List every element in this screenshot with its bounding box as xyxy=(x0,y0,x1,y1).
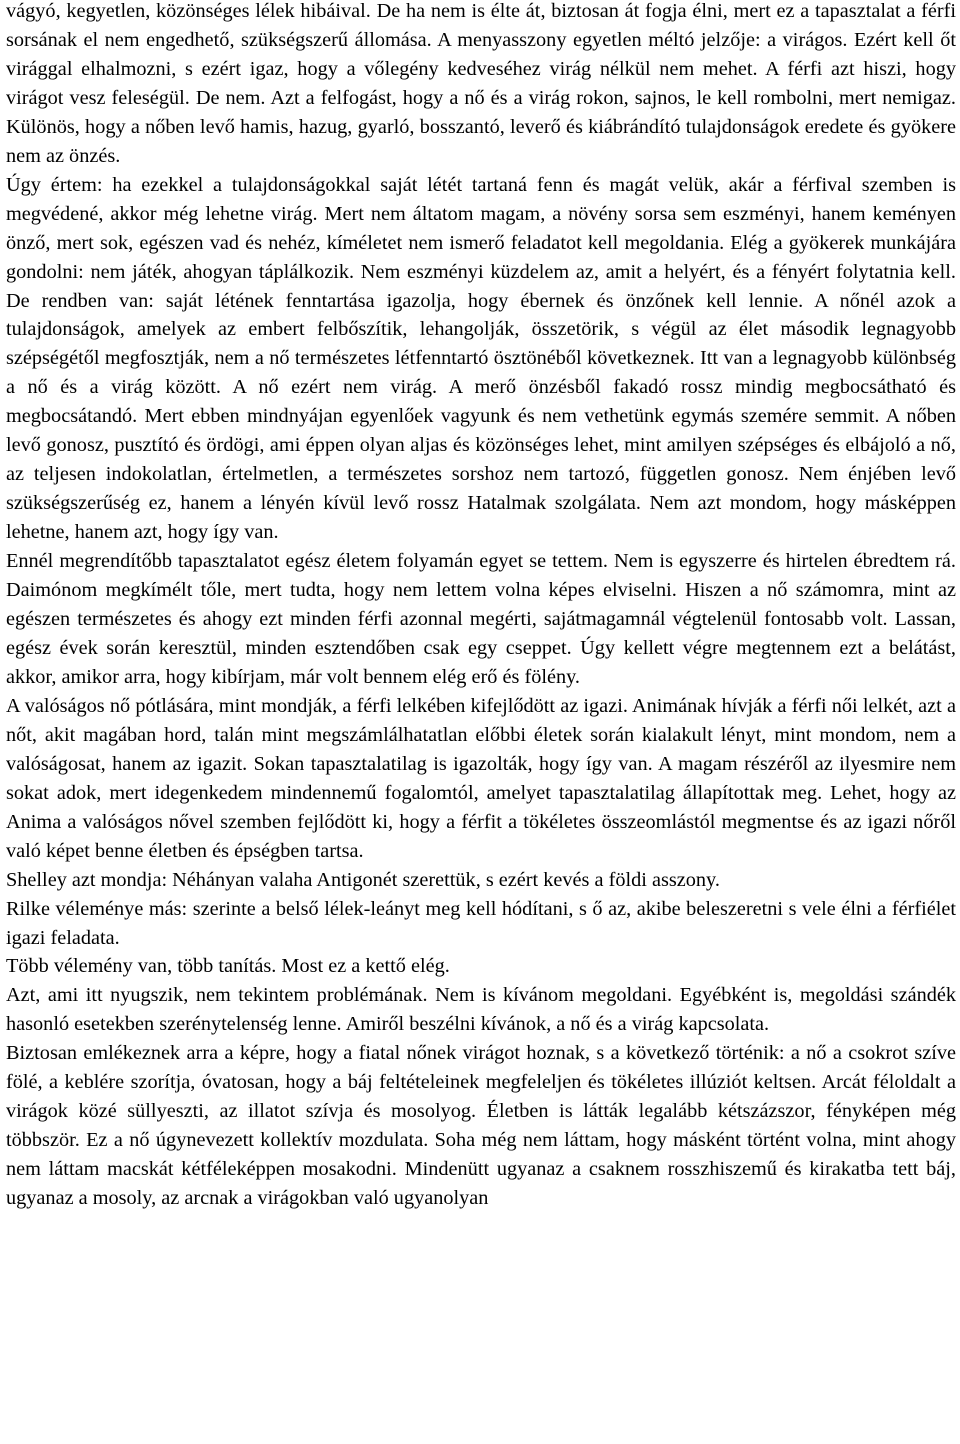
document-page xyxy=(6,0,956,1213)
paragraph-8: Azt, ami itt nyugszik, nem tekintem problémának. Nem is kívánom megoldani. Egyébként is, megoldási szándék hasonló esetekben szerénytelenség lenne. Amiről beszélni kívánok, a nő és a virág kapcsolata. xyxy=(6,984,956,1036)
paragraph-7: Több vélemény van, több tanítás. Most ez a kettő elég. xyxy=(6,955,450,978)
paragraph-1: vágyó, kegyetlen, közönséges lélek hibáival. De ha nem is élte át, biztosan át fogja élni, mert ez a tapasztalat a férfi sorsának el nem engedhető, szükségszerű állomása. A menyasszony egyetlen méltó jelzője: a virágos. Ezért kell őt virággal elhalmozni, s ezért igaz, hogy a vőlegény kedveséhez virág nélkül nem mehet. A férfi azt hiszi, hogy virágot vesz feleségül. De nem. Azt a felfogást, hogy a nő és a virág rokon, sajnos, le kell rombolni, mert nemigaz. Különös, hogy a nőben levő hamis, hazug, gyarló, bosszantó, leverő és kiábrándító tulajdonságok eredete és gyökere nem az önzés. xyxy=(6,0,956,167)
paragraph-5: Shelley azt mondja: Néhányan valaha Antigonét szerettük, s ezért kevés a földi asszony. xyxy=(6,868,720,891)
paragraph-4: A valóságos nő pótlására, mint mondják, a férfi lelkében kifejlődött az igazi. Animának hívják a férfi női lelkét, azt a nőt, akit magában hord, talán mint megszámlálhatatlan előbbi életek során kialakult lényt, mint mondom, nem a valóságosat, hanem az igazit. Sokan tapasztalatilag is igazolták, hogy így van. A magam részéről az ilyesmire nem sokat adok, mert idegenkedem mindennemű fogalomtól, amelyet tapasztalatilag állapítottak meg. Lehet, hogy az Anima a valóságos nővel szemben fejlődött ki, hogy a férfit a tökéletes összeomlástól megmentse és az igazi nőről való képet benne életben és épségben tartsa. xyxy=(6,694,956,862)
paragraph-2: Úgy értem: ha ezekkel a tulajdonságokkal saját létét tartaná fenn és magát velük, akár a férfival szemben is megvédené, akkor még lehetne virág. Mert nem áltatom magam, a növény sorsa sem eszményi, hanem keményen önző, mert sok, egészen vad és nehéz, kíméletet nem ismerő feladatot kell megoldania. Elég a gyökerek munkájára gondolni: nem játék, ahogyan táplálkozik. Nem eszményi küzdelem az, amit a helyért, és a fényért folytatnia kell. De rendben van: saját létének fenntartása igazolja, hogy ébernek és önzőnek kell lennie. A nőnél azok a tulajdonságok, amelyek az embert felbőszítik, lehangolják, összetörik, s végül az élet második legnagyobb szépségétől megfosztják, nem a nő természetes létfenntartó ösztönéből következnek. Itt van a legnagyobb különbség a nő és a virág között. A nő ezért nem virág. A merő önzésből fakadó rossz mindig megbocsátható és megbocsátandó. Mert ebben mindnyájan egyenlőek vagyunk és nem vethetünk egymás szemére semmit. A nőben levő gonosz, pusztító és ördögi, ami éppen olyan aljas és közönséges lehet, mint amilyen szépséges és elbájoló a nő, az teljesen indokolatlan, értelmetlen, a természetes sorshoz nem tartozó, független gonosz. Nem énjében levő szükségszerűség ez, hanem a lényén kívül levő rossz Hatalmak szolgálata. Nem azt mondom, hogy másképpen lehetne, hanem azt, hogy így van. xyxy=(6,173,956,544)
paragraph-9: Biztosan emlékeznek arra a képre, hogy a fiatal nőnek virágot hoznak, s a következő történik: a nő a csokrot szíve fölé, a keblére szorítja, óvatosan, hogy a báj feltételeinek megfeleljen és tökéletes illúziót keltsen. Arcát féloldalt a virágok közé süllyeszti, az illatot szívja és mosolyog. Életben is látták legalább kétszázszor, fényképen még többször. Ez a nő úgynevezett kollektív mozdulata. Soha még nem láttam, hogy másként történt volna, mint ahogy nem láttam macskát kétféleképpen mosakodni. Mindenütt ugyanaz a csaknem rosszhiszemű és kirakatba tett báj, ugyanaz a mosoly, az arcnak a virágokban való ugyanolyan xyxy=(6,1042,956,1210)
paragraph-3: Ennél megrendítőbb tapasztalatot egész életem folyamán egyet se tettem. Nem is egyszerre és hirtelen ébredtem rá. Daimónom megkímélt tőle, mert tudta, hogy nem lettem volna képes elviselni. Hiszen a nő számomra, mint az egészen természetes és ahogy ezt minden férfi azonnal megérti, sajátmagamnál végtelenül fontosabb volt. Lassan, egész évek során keresztül, minden esztendőben csak egy cseppet. Úgy kellett végre megtennem ezt a belátást, akkor, amikor arra, hogy kibírjam, már volt bennem elég erő és fölény. xyxy=(6,550,956,688)
paragraph-6: Rilke véleménye más: szerinte a belső lélek-leányt meg kell hódítani, s ő az, akibe beleszeretni s vele élni a férfiélet igazi feladata. xyxy=(6,897,956,949)
